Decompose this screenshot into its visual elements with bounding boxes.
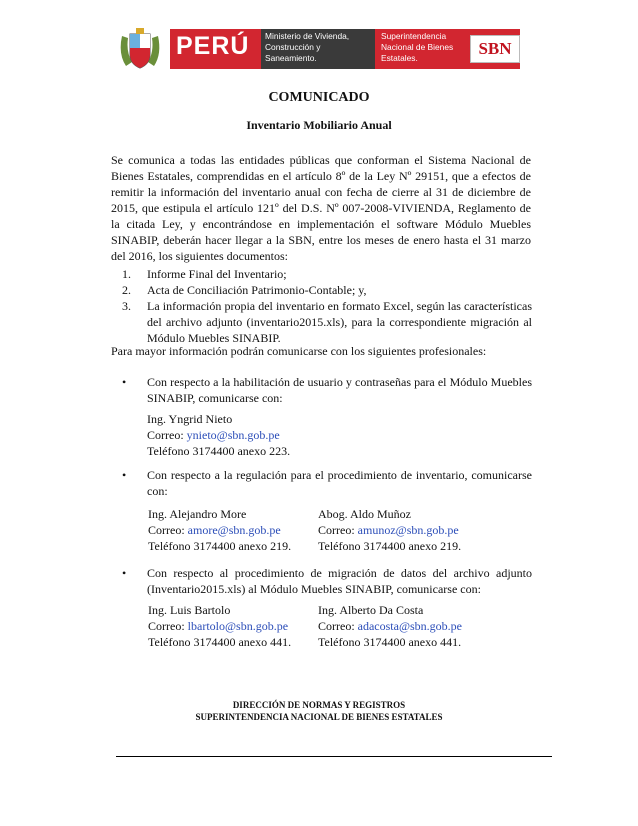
- peru-coat-of-arms-icon: [118, 26, 162, 72]
- contact-card: [148, 506, 291, 554]
- contact-email-line: [318, 522, 461, 538]
- ministry-line: Ministerio de Vivienda,: [265, 31, 350, 41]
- ministry-line: Saneamiento.: [265, 53, 317, 63]
- paragraph-text: Se comunica a todas las entidades públicas que conforman el Sistema Nacional de Bienes Estatales, comprendidas en el artículo 8º de la Ley Nº 29151, que a efectos de remitir la información del inventario anual con fecha de cierre al 31 de diciembre de 2015, que estipula el artículo 121º del D.S. Nº 007-2008-VIVIENDA, Reglamento de la citada Ley, y encontrándose en implementación el software Módulo Muebles SINABIP, deberán hacer llegar a la SBN, entre los meses de enero hasta el 31 marzo del 2016, los siguientes documentos:: [111, 153, 531, 263]
- contact-email-line: [147, 427, 290, 443]
- contact-name: Ing. Alejandro More: [148, 507, 247, 521]
- list-number: 2.: [122, 283, 131, 297]
- list-text: Informe Final del Inventario;: [147, 267, 287, 281]
- contact-card: [147, 411, 290, 459]
- section-text: Con respecto a la habilitación de usuario y contraseñas para el Módulo Muebles SINABIP, comunicarse con:: [147, 375, 532, 405]
- list-item: [122, 298, 532, 346]
- sbn-logo: SBN: [470, 35, 520, 63]
- ministry-line: Construcción y: [265, 42, 321, 52]
- contact-phone: Teléfono 3174400 anexo 219.: [318, 539, 462, 553]
- contact-email-line: [148, 522, 291, 538]
- document-title: COMUNICADO: [268, 90, 370, 105]
- sbn-institution-name: [381, 31, 453, 64]
- contact-phone: Teléfono 3174400 anexo 219.: [148, 539, 292, 553]
- sbn-name-line: Nacional de Bienes: [381, 42, 454, 52]
- footer-divider: [116, 756, 552, 757]
- letterhead: [118, 24, 520, 74]
- contact-name: Ing. Yngrid Nieto: [147, 412, 233, 426]
- list-number: 1.: [122, 267, 131, 281]
- email-label: Correo:: [148, 619, 188, 633]
- section-text: Con respecto a la regulación para el procedimiento de inventario, comunicarse con:: [147, 468, 532, 498]
- contact-name: Ing. Luis Bartolo: [148, 603, 231, 617]
- email-link[interactable]: ynieto@sbn.gob.pe: [186, 428, 280, 442]
- contact-section: [122, 374, 532, 406]
- contact-email-line: [318, 618, 462, 634]
- email-label: Correo:: [318, 523, 358, 537]
- contact-name: Abog. Aldo Muñoz: [318, 507, 411, 521]
- list-text: Acta de Conciliación Patrimonio-Contable; y,: [147, 283, 367, 297]
- footer-institution: SUPERINTENDENCIA NACIONAL DE BIENES ESTATALES: [195, 712, 443, 722]
- footer-directorate: DIRECCIÓN DE NORMAS Y REGISTROS: [232, 700, 406, 710]
- list-item: [122, 266, 532, 282]
- contact-card: [318, 602, 462, 650]
- contact-section: [122, 467, 532, 499]
- contacts-intro: Para mayor información podrán comunicarse con los siguientes profesionales:: [111, 344, 487, 358]
- ministry-name: [261, 29, 375, 69]
- peru-wordmark: PERÚ: [176, 32, 250, 60]
- main-paragraph: [111, 152, 531, 264]
- email-link[interactable]: lbartolo@sbn.gob.pe: [187, 619, 289, 633]
- email-link[interactable]: amunoz@sbn.gob.pe: [357, 523, 459, 537]
- contact-card: [318, 506, 461, 554]
- contact-name: Ing. Alberto Da Costa: [318, 603, 424, 617]
- email-label: Correo:: [318, 619, 358, 633]
- documents-list: [122, 266, 532, 346]
- contact-phone: Teléfono 3174400 anexo 223.: [147, 444, 291, 458]
- section-text: Con respecto al procedimiento de migración de datos del archivo adjunto (Inventario2015.xls) al Módulo Muebles SINABIP, comunicarse con:: [147, 566, 532, 596]
- contact-phone: Teléfono 3174400 anexo 441.: [318, 635, 462, 649]
- email-link[interactable]: amore@sbn.gob.pe: [187, 523, 281, 537]
- sbn-name-line: Estatales.: [381, 53, 418, 63]
- email-label: Correo:: [147, 428, 187, 442]
- contact-email-line: [148, 618, 291, 634]
- list-text: La información propia del inventario en formato Excel, según las características del archivo adjunto (inventario2015.xls), para la correspondiente migración al Módulo Muebles SINABIP.: [147, 299, 532, 345]
- email-link[interactable]: adacosta@sbn.gob.pe: [357, 619, 463, 633]
- list-item: [122, 282, 532, 298]
- bullet-icon: •: [122, 468, 127, 482]
- contact-section: [122, 565, 532, 597]
- bullet-icon: •: [122, 375, 127, 389]
- email-label: Correo:: [148, 523, 188, 537]
- list-number: 3.: [122, 299, 131, 313]
- contact-phone: Teléfono 3174400 anexo 441.: [148, 635, 292, 649]
- contact-card: [148, 602, 291, 650]
- document-subtitle: Inventario Mobiliario Anual: [246, 118, 392, 132]
- sbn-name-line: Superintendencia: [381, 31, 447, 41]
- bullet-icon: •: [122, 566, 127, 580]
